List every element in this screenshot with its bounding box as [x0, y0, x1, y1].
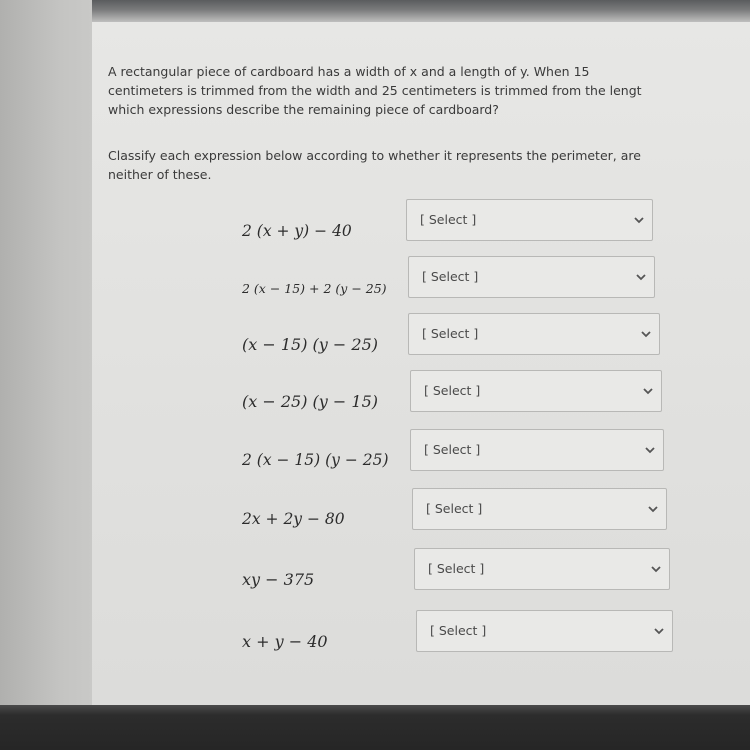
instruction-text — [108, 146, 750, 184]
chevron-down-icon — [644, 444, 656, 456]
expression-label: 2 (x − 15) + 2 (y − 25) — [242, 281, 387, 296]
select-placeholder: [ Select ] — [428, 561, 485, 576]
chevron-down-icon — [653, 625, 665, 637]
classification-select[interactable] — [416, 610, 673, 652]
chevron-down-icon — [640, 328, 652, 340]
instruction-line: neither of these. — [108, 167, 212, 182]
chevron-down-icon — [650, 563, 662, 575]
classification-select[interactable] — [406, 199, 653, 241]
chevron-down-icon — [642, 385, 654, 397]
question-line: A rectangular piece of cardboard has a width of x and a length of y. When 15 — [108, 64, 590, 79]
classification-select[interactable] — [412, 488, 667, 530]
expression-label: (x − 25) (y − 15) — [242, 392, 378, 411]
expression-label: x + y − 40 — [242, 632, 328, 651]
classification-select[interactable] — [410, 429, 664, 471]
select-placeholder: [ Select ] — [426, 501, 483, 516]
classification-select[interactable] — [408, 313, 660, 355]
expression-label: 2 (x + y) − 40 — [242, 222, 352, 240]
expression-label: xy − 375 — [242, 570, 315, 589]
left-margin — [0, 0, 92, 705]
select-placeholder: [ Select ] — [424, 442, 481, 457]
bottom-bar — [0, 705, 750, 750]
question-panel — [92, 22, 750, 705]
instruction-line: Classify each expression below according to whether it represents the perimeter, are — [108, 148, 641, 163]
question-line: centimeters is trimmed from the width and 25 centimeters is trimmed from the lengt — [108, 83, 642, 98]
select-placeholder: [ Select ] — [430, 623, 487, 638]
classification-select[interactable] — [410, 370, 662, 412]
chevron-down-icon — [647, 503, 659, 515]
question-text — [108, 62, 750, 119]
select-placeholder: [ Select ] — [422, 326, 479, 341]
select-placeholder: [ Select ] — [424, 383, 481, 398]
expression-label: (x − 15) (y − 25) — [242, 335, 378, 354]
select-placeholder: [ Select ] — [422, 269, 479, 284]
classification-select[interactable] — [414, 548, 670, 590]
question-line: which expressions describe the remaining piece of cardboard? — [108, 102, 499, 117]
expression-label: 2 (x − 15) (y − 25) — [242, 451, 389, 469]
chevron-down-icon — [635, 271, 647, 283]
expression-label: 2x + 2y − 80 — [242, 510, 345, 528]
chevron-down-icon — [633, 214, 645, 226]
classification-select[interactable] — [408, 256, 655, 298]
select-placeholder: [ Select ] — [420, 212, 477, 227]
